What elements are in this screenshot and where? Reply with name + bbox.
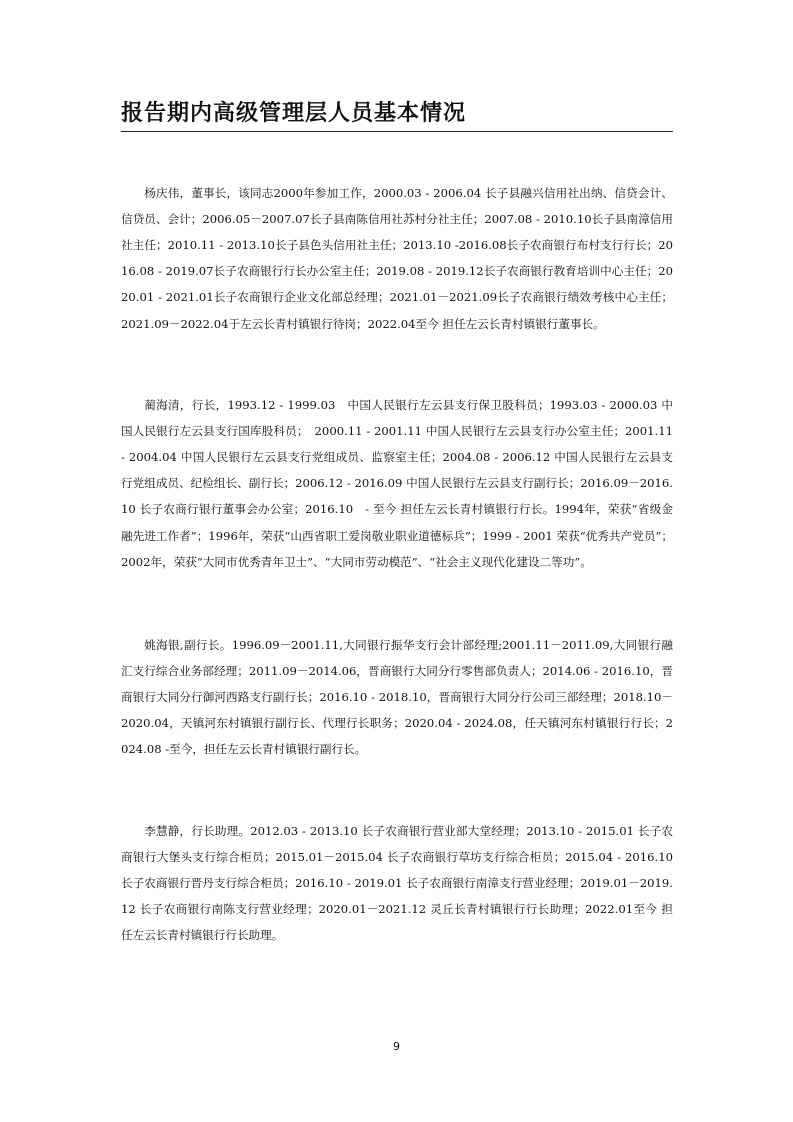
page-title: 报告期内高级管理层人员基本情况 <box>121 98 673 132</box>
profile-paragraph-vice-president: 姚海银,副行长。1996.09－2001.11,大同银行振华支行会计部经理;2001.11－2011.09,大同银行融汇支行综合业务部经理；2011.09－2014.06，晋商银行大同分行零售部负责人；2014.06 - 2016.10，晋商银行大同分行御河西路支行副行长；2016.10 - 2018.10，晋商银行大同分行公司三部经理；2018.10－2020.04，天镇河东村镇银行副行长、代理行长职务；2020.04 - 2024.08，任天镇河东村镇银行行长；2024.08 -至今，担任左云长青村镇银行副行长。 <box>121 637 673 757</box>
page-number: 9 <box>393 1040 400 1053</box>
profile-paragraph-assistant-president: 李慧静，行长助理。2012.03 - 2013.10 长子农商银行营业部大堂经理；2013.10 - 2015.01 长子农商银行大堡头支行综合柜员；2015.01－2015.04 长子农商银行草坊支行综合柜员；2015.04 - 2016.10长子农商银行晋丹支行综合柜员；2016.10 - 2019.01 长子农商银行南漳支行营业经理；2019.01－2019.12 长子农商银行南陈支行营业经理；2020.01－2021.12 灵丘长青村镇银行行长助理；2022.01至今 担任左云长青村镇银行行长助理。 <box>121 823 673 943</box>
profile-paragraph-chairman: 杨庆伟，董事长，该同志2000年参加工作，2000.03 - 2006.04 长子县融兴信用社出纳、信贷会计、信贷员、会计；2006.05－2007.07长子县南陈信用社苏村分社主任；2007.08 - 2010.10长子县南漳信用社主任；2010.11 - 2013.10长子县色头信用社主任；2013.10 -2016.08长子农商银行布村支行行长；2016.08 - 2019.07长子农商银行行长办公室主任；2019.08 - 2019.12长子农商银行教育培训中心主任；2020.01 - 2021.01长子农商银行企业文化部总经理；2021.01－2021.09长子农商银行绩效考核中心主任；2021.09－2022.04于左云长青村镇银行待岗；2022.04至今 担任左云长青村镇银行董事长。 <box>121 185 673 331</box>
profile-paragraph-president: 蔺海清，行长，1993.12 - 1999.03 中国人民银行左云县支行保卫股科员；1993.03 - 2000.03 中国人民银行左云县支行国库股科员； 2000.11 - 2001.11 中国人民银行左云县支行办公室主任；2001.11 - 2004.04 中国人民银行左云县支行党组成员、监察室主任；2004.08 - 2006.12 中国人民银行左云县支行党组成员、纪检组长、副行长；2006.12 - 2016.09 中国人民银行左云县支行副行长；2016.09－2016.10 长子农商行银行董事会办公室；2016.10 - 至今 担任左云长青村镇银行行长。1994年，荣获“省级金融先进工作者”；1996年，荣获“山西省职工爱岗敬业职业道德标兵”；1999 - 2001 荣获“优秀共产党员”；2002年，荣获“大同市优秀青年卫士”、“大同市劳动模范”、“社会主义现代化建设二等功”。 <box>121 397 673 569</box>
